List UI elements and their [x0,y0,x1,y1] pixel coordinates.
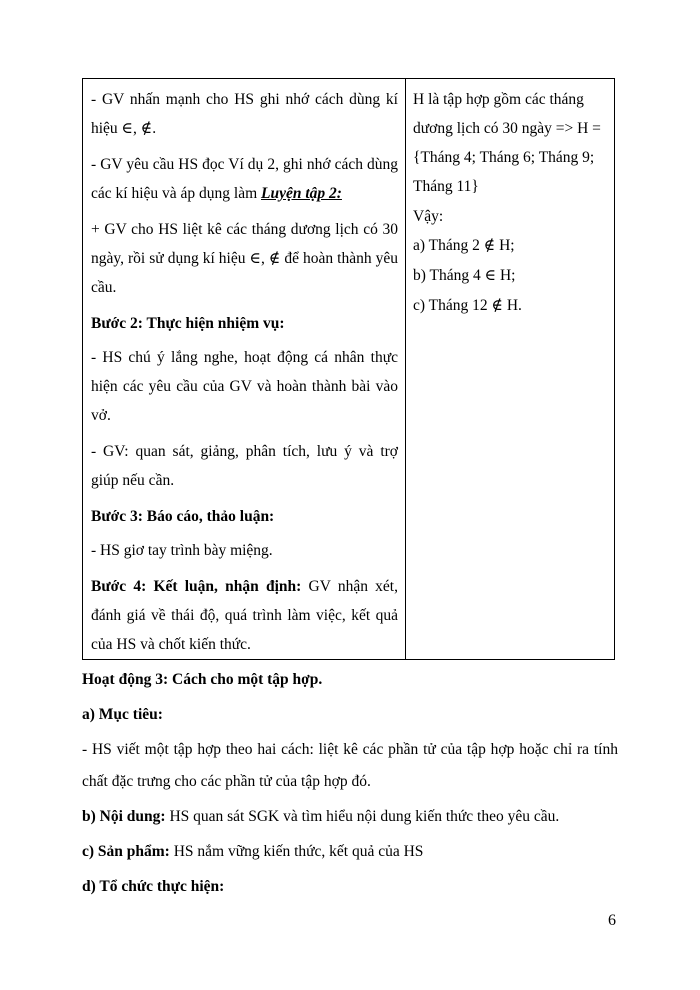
step-heading [91,502,398,531]
paragraph [91,150,398,208]
answer-text: c) Tháng 12 ∉ H. [413,297,522,314]
product-line [82,836,618,868]
step-title: Bước 2: Thực hiện nhiệm vụ: [91,315,285,332]
paragraph: + GV cho HS liệt kê các tháng dương lịch có 30 ngày, rồi sử dụng kí hiệu ∈, ∉ để hoàn thành yêu cầu. [91,221,398,296]
objective-title-text: a) Mục tiêu: [82,706,163,723]
paragraph: - GV: quan sát, giảng, phân tích, lưu ý và trợ giúp nếu cần. [91,443,398,489]
content-table [82,78,615,660]
objective-title [82,699,618,731]
paragraph: - HS giơ tay trình bày miệng. [91,542,273,559]
paragraph: - GV nhấn mạnh cho HS ghi nhớ cách dùng kí hiệu ∈, ∉. [91,91,398,137]
section-heading-text: Hoạt động 3: Cách cho một tập hợp. [82,671,323,688]
teacher-activity-column [83,79,406,659]
student-product-column [406,79,614,659]
organization-title-text: d) Tổ chức thực hiện: [82,878,225,895]
answer-text: H là tập hợp gồm các tháng dương lịch có 30 ngày => H = {Tháng 4; Tháng 6; Tháng 9; Tháng 11} [413,91,601,195]
objective-text: - HS viết một tập hợp theo hai cách: liệt kê các phần tử của tập hợp hoặc chỉ ra tính chất đặc trưng cho các phần tử của tập hợp đó. [82,741,618,790]
answer-text: a) Tháng 2 ∉ H; [413,237,515,254]
paragraph [91,572,398,659]
product-title: c) Sản phẩm: [82,843,170,860]
section-heading [82,664,618,696]
paragraph-text: - GV yêu cầu HS đọc Ví dụ 2, ghi nhớ cách dùng các kí hiệu và áp dụng làm [91,156,398,202]
content-title: b) Nội dung: [82,808,166,825]
answer-text: b) Tháng 4 ∈ H; [413,267,516,284]
paragraph: - HS chú ý lắng nghe, hoạt động cá nhân thực hiện các yêu cầu của GV và hoàn thành bài vào vở. [91,349,398,424]
answer-text: Vậy: [413,208,444,225]
step-title: Bước 4: Kết luận, nhận định: [91,578,302,595]
paragraph-text: GV nhận xét, đánh giá về thái độ, quá trình làm việc, kết quả của HS và chốt kiến thức. [91,578,398,653]
page-number: 6 [608,912,616,929]
content-line [82,801,618,833]
step-heading [91,309,398,338]
organization-title [82,871,618,903]
content-text: HS quan sát SGK và tìm hiểu nội dung kiến thức theo yêu cầu. [165,808,560,825]
step-title: Bước 3: Báo cáo, thảo luận: [91,508,275,525]
exercise-link: Luyện tập 2: [261,185,342,202]
product-text: HS nắm vững kiến thức, kết quả của HS [169,843,424,860]
activity-section [82,664,618,903]
